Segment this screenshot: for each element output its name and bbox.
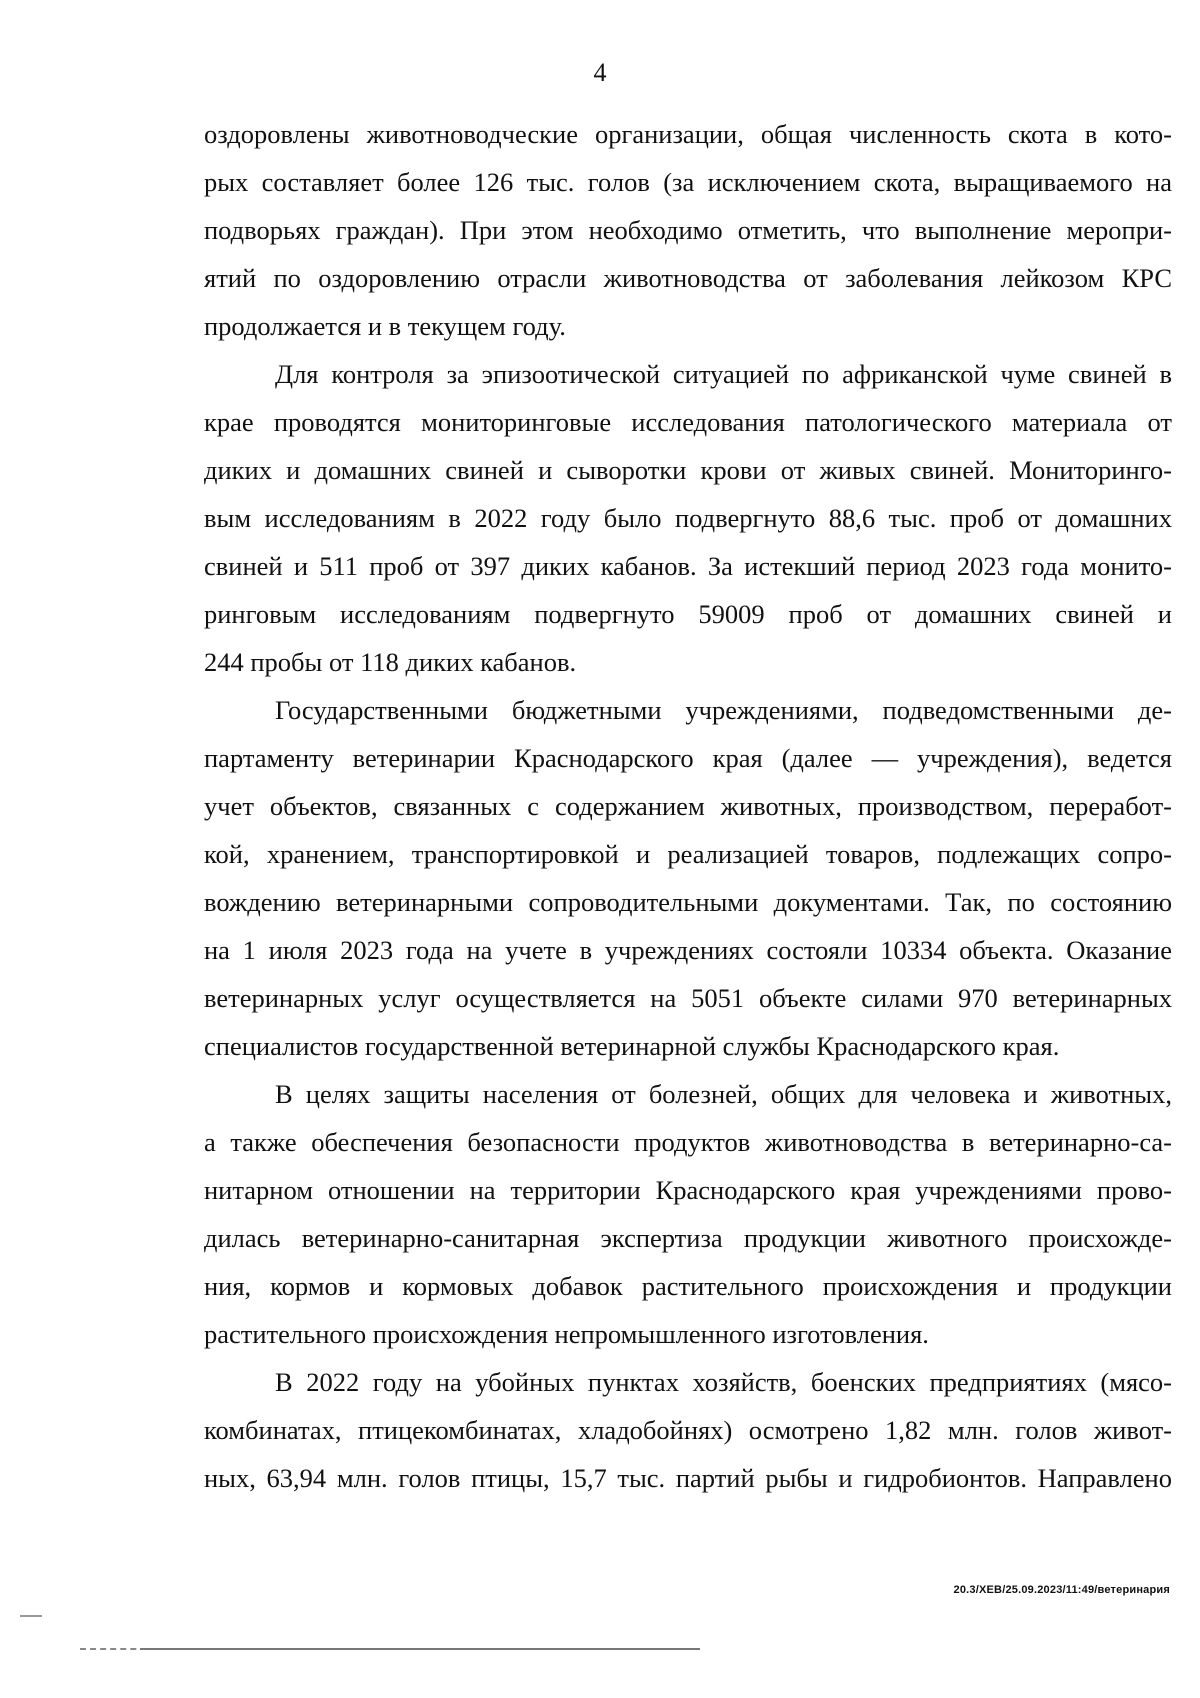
scan-bottom-rule	[80, 1648, 700, 1650]
document-footer-code: 20.3/ХЕВ/25.09.2023/11:49/ветеринария	[953, 1584, 1170, 1596]
text-line: Государственными бюджетными учреждениями, подведомственными де-	[275, 695, 1172, 725]
paragraph	[204, 110, 1172, 350]
text-line: свиней и 511 проб от 397 диких кабанов. За истекший период 2023 года монито-	[204, 551, 1172, 581]
paragraph	[204, 686, 1172, 1070]
text-line: растительного происхождения непромышленного изготовления.	[204, 1319, 929, 1349]
page-number: 4	[593, 58, 607, 87]
text-line: крае проводятся мониторинговые исследования патологического материала от	[204, 407, 1172, 437]
text-line: ния, кормов и кормовых добавок растительного происхождения и продукции	[204, 1271, 1172, 1301]
text-line: нитарном отношении на территории Краснодарского края учреждениями прово-	[204, 1175, 1172, 1205]
text-line: дилась ветеринарно-санитарная экспертиза продукции животного происхожде-	[204, 1223, 1172, 1253]
text-line: В 2022 году на убойных пунктах хозяйств, боенских предприятиях (мясо-	[275, 1367, 1172, 1397]
text-line: 244 пробы от 118 диких кабанов.	[204, 647, 577, 677]
text-line: специалистов государственной ветеринарной службы Краснодарского края.	[204, 1031, 1060, 1061]
paragraph	[204, 1358, 1172, 1502]
text-line: оздоровлены животноводческие организации, общая численность скота в кото-	[204, 119, 1172, 149]
paragraph	[204, 350, 1172, 686]
text-line: диких и домашних свиней и сыворотки крови от живых свиней. Мониторинго-	[204, 455, 1172, 485]
margin-mark	[20, 1615, 42, 1617]
text-line: на 1 июля 2023 года на учете в учреждениях состояли 10334 объекта. Оказание	[204, 935, 1172, 965]
text-line: подворьях граждан). При этом необходимо отметить, что выполнение меропри-	[204, 215, 1172, 245]
text-line: В целях защиты населения от болезней, общих для человека и животных,	[275, 1079, 1172, 1109]
text-line: ятий по оздоровлению отрасли животноводства от заболевания лейкозом КРС	[204, 263, 1172, 293]
text-line: ных, 63,94 млн. голов птицы, 15,7 тыс. партий рыбы и гидробионтов. Направлено	[204, 1463, 1172, 1493]
text-line: продолжается и в текущем году.	[204, 311, 566, 341]
text-line: комбинатах, птицекомбинатах, хладобойнях) осмотрено 1,82 млн. голов живот-	[204, 1415, 1172, 1445]
text-line: учет объектов, связанных с содержанием животных, производством, переработ-	[204, 791, 1172, 821]
text-line: кой, хранением, транспортировкой и реализацией товаров, подлежащих сопро-	[204, 839, 1172, 869]
text-line: вождению ветеринарными сопроводительными документами. Так, по состоянию	[204, 887, 1172, 917]
text-line: а также обеспечения безопасности продуктов животноводства в ветеринарно-са-	[204, 1127, 1172, 1157]
document-body	[204, 110, 1172, 1502]
text-line: вым исследованиям в 2022 году было подвергнуто 88,6 тыс. проб от домашних	[204, 503, 1172, 533]
paragraph	[204, 1070, 1172, 1358]
text-line: ветеринарных услуг осуществляется на 5051 объекте силами 970 ветеринарных	[204, 983, 1172, 1013]
text-line: Для контроля за эпизоотической ситуацией по африканской чуме свиней в	[275, 359, 1172, 389]
text-line: рых составляет более 126 тыс. голов (за исключением скота, выращиваемого на	[204, 167, 1172, 197]
text-line: партаменту ветеринарии Краснодарского края (далее — учреждения), ведется	[204, 743, 1172, 773]
text-line: ринговым исследованиям подвергнуто 59009 проб от домашних свиней и	[204, 599, 1172, 629]
